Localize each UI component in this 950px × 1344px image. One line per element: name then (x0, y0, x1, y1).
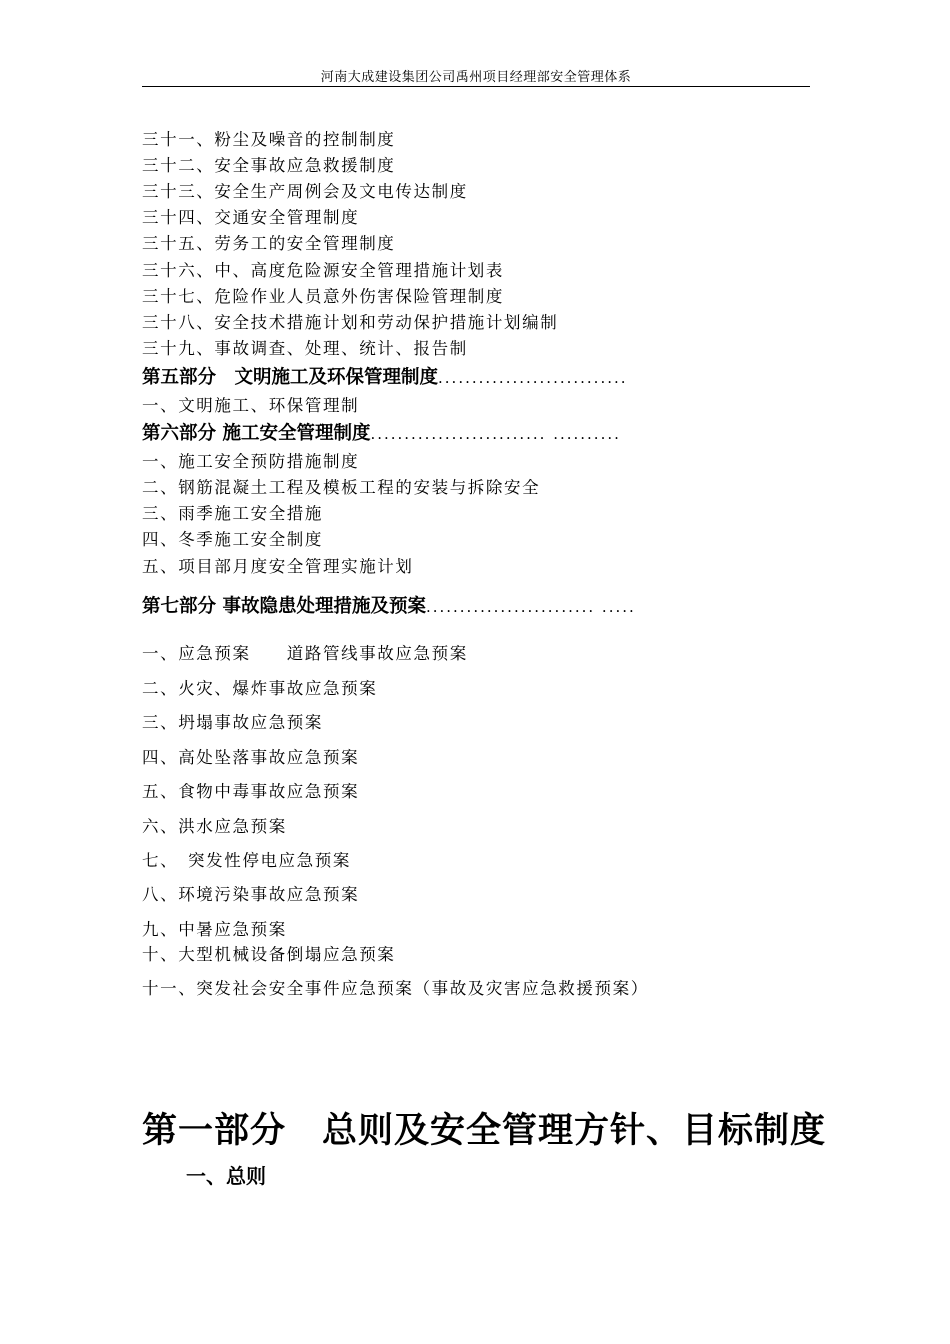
part1-heading: 第一部分 总则及安全管理方针、目标制度 (142, 1110, 827, 1151)
toc-item: 三十二、安全事故应急救援制度 (142, 156, 396, 175)
toc-item: 三十九、事故调查、处理、统计、报告制 (142, 339, 468, 358)
toc-item: 五、项目部月度安全管理实施计划 (142, 557, 414, 576)
toc-item: 九、中暑应急预案 (142, 920, 287, 939)
toc-leader-dots: .......................... .......... (370, 425, 621, 443)
header-title: 河南大成建设集团公司禹州项目经理部安全管理体系 (320, 70, 632, 85)
toc-item: 五、食物中毒事故应急预案 (142, 782, 360, 801)
toc-item: 三十七、危险作业人员意外伤害保险管理制度 (142, 287, 504, 306)
toc-section-part5 (142, 363, 628, 389)
toc-item: 三十六、中、高度危险源安全管理措施计划表 (142, 261, 504, 280)
toc-item: 二、钢筋混凝土工程及模板工程的安装与拆除安全 (142, 478, 541, 497)
section-title: 第六部分 施工安全管理制度 (142, 423, 371, 444)
toc-item: 三十八、安全技术措施计划和劳动保护措施计划编制 (142, 313, 559, 332)
section-title: 第五部分 文明施工及环保管理制度 (142, 367, 439, 388)
toc-item: 三、坍塌事故应急预案 (142, 713, 323, 732)
toc-item: 一、施工安全预防措施制度 (142, 452, 360, 471)
toc-item: 一、文明施工、环保管理制 (142, 396, 360, 415)
part1-subheading: 一、总则 (186, 1164, 266, 1188)
toc-item: 六、洪水应急预案 (142, 817, 287, 836)
toc-leader-dots: ......................... ..... (425, 598, 636, 616)
toc-item: 八、环境污染事故应急预案 (142, 885, 360, 904)
toc-item: 七、 突发性停电应急预案 (142, 851, 351, 870)
toc-item: 十一、突发社会安全事件应急预案（事故及灾害应急救援预案） (142, 979, 649, 998)
toc-item: 三十三、安全生产周例会及文电传达制度 (142, 182, 468, 201)
section-title: 第七部分 事故隐患处理措施及预案 (142, 596, 426, 617)
toc-item: 二、火灾、爆炸事故应急预案 (142, 679, 378, 698)
toc-section-part7 (142, 592, 636, 618)
toc-item: 一、应急预案 道路管线事故应急预案 (142, 644, 468, 663)
header-divider (142, 86, 810, 87)
toc-item: 三十一、粉尘及噪音的控制制度 (142, 130, 396, 149)
toc-item: 十、大型机械设备倒塌应急预案 (142, 945, 396, 964)
toc-leader-dots: ............................ (438, 369, 628, 387)
toc-item: 三、雨季施工安全措施 (142, 504, 323, 523)
toc-item: 四、高处坠落事故应急预案 (142, 748, 360, 767)
toc-item: 三十四、交通安全管理制度 (142, 208, 360, 227)
toc-item: 三十五、劳务工的安全管理制度 (142, 234, 396, 253)
toc-section-part6 (142, 419, 621, 445)
toc-item: 四、冬季施工安全制度 (142, 530, 323, 549)
